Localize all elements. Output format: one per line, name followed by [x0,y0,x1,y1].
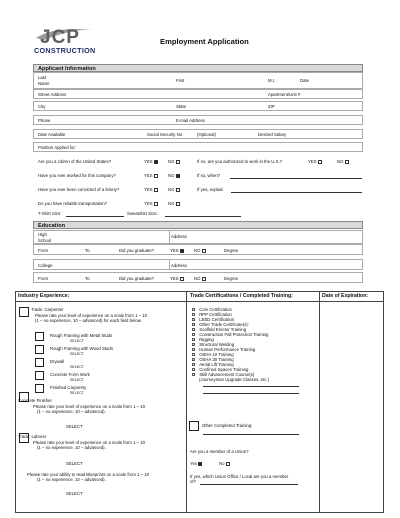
form-work-checkbox[interactable] [35,371,44,380]
cert-item[interactable]: Structural Welding [192,342,269,347]
explain-question: If yes, explain [197,187,224,192]
cert-list [192,307,269,382]
state-label: State [176,104,187,109]
college-dates-row [33,272,363,283]
applicant-section-header [33,64,363,72]
ssn-label: Social Security No. [147,132,184,137]
felony-question: Have you ever been convicted of a felony? [38,187,120,192]
laborer-rate-line2: (1 – no experience, 10 – advanced). [37,445,106,450]
checkbox-icon [154,174,158,178]
wood-studs-select[interactable]: SELECT [70,352,84,356]
other-training-line[interactable] [203,434,299,435]
metal-studs-label: Rough Framing with Metal Studs [50,333,113,338]
finished-carpentry-checkbox[interactable] [35,384,44,393]
cert-item[interactable]: RPP Certification [192,312,269,317]
availability-row [33,129,363,139]
drywall-select[interactable]: SELECT [70,365,84,369]
form-work-label: Concrete Form Work [50,372,90,377]
hs-dates-row [33,244,363,255]
position-label: Position Applied for: [38,145,76,150]
street-label: Street Address [38,92,67,97]
checkbox-icon [154,160,158,164]
company-logo [34,26,116,54]
citizen-no[interactable]: NO [168,159,180,164]
when-line[interactable] [230,178,362,179]
checkbox-icon [154,188,158,192]
transport-yes[interactable]: YES [144,201,158,206]
city-row [33,101,363,111]
ssn-optional-label: (Optional) [197,132,216,137]
laborer-rate-line1: Please rate your level of experience on a scale from 1 – 10 [33,440,146,445]
checkbox-icon [180,277,184,281]
checkbox-icon [198,462,202,466]
sweatshirt-line[interactable] [165,216,241,217]
metal-studs-checkbox[interactable] [35,332,44,341]
blueprints-rate-line1: Please rate your ability to read Blueprints on a scale from 1 – 10 [27,472,150,477]
hs-degree-label: Degree [224,248,239,253]
transport-no[interactable]: NO [168,201,180,206]
union-question: Are you a member of a Union? [190,449,249,454]
cert-item[interactable]: LEED Certification [192,317,269,322]
first-label: First [176,78,185,83]
hs-yes[interactable]: YES [170,248,184,253]
blueprints-rate-line2: (1 – no experience, 10 – advanced). [37,477,106,482]
laborer-label: Trade: Laborer [18,434,47,439]
expiration-heading: Date of Expiration: [322,293,369,299]
checkbox-icon [176,202,180,206]
date-available-label: Date Available [38,132,66,137]
logo-letters: JCP [40,27,80,48]
cert-item[interactable]: Other Trade Certificate(s): [192,322,269,327]
checkbox-icon [192,328,195,331]
highschool-row [33,230,363,244]
college-degree-label: Degree [224,276,239,281]
finished-carpentry-label: Finished Carpentry [50,385,87,390]
felony-no[interactable]: NO [168,187,180,192]
checkbox-icon [192,323,195,326]
when-question: If so, when? [197,173,221,178]
salary-label: Desired Salary [258,132,287,137]
checkbox-icon [192,318,195,321]
cert-item[interactable]: Construction Fall Protection Training [192,332,269,337]
authorized-yes[interactable]: YES [308,159,322,164]
checkbox-icon [192,338,195,341]
wood-studs-checkbox[interactable] [35,345,44,354]
worked-no[interactable]: NO [168,173,180,178]
high-label: High [38,232,47,237]
checkbox-icon [180,249,184,253]
concrete-rate-line2: (1 – no experience, 10 – advanced). [37,409,106,414]
concrete-label: Concrete Finisher [18,398,52,403]
union-which-line1: If yes, which Union Office / Local are you a member [190,474,289,479]
carpenter-label: Trade: Carpenter [31,307,64,312]
citizen-question: Are you a citizen of the United States? [38,159,112,164]
city-label: City [38,104,46,109]
felony-yes[interactable]: YES [144,187,158,192]
college-graduate-label: Did you graduate? [119,276,155,281]
carpenter-rate-line2: (1 – no experience, 10 – advanced) for each field below. [35,318,142,323]
date-label: Date [300,78,310,83]
zip-label: ZIP [268,104,275,109]
phone-label: Phone [38,118,51,123]
tshirt-label: T-Shirt Size: [38,211,62,216]
carpenter-rate-line1: Please rate your level of experience on a scale from 1 – 10 [35,313,148,318]
cert-item[interactable]: Coin Certification [192,307,269,312]
industry-heading: Industry Experience: [18,293,70,299]
street-row [33,89,363,99]
cert-item[interactable]: Confined Spaces Training [192,367,269,372]
other-training-checkbox[interactable] [189,421,199,431]
apt-label: Apartment/Unit # [268,92,301,97]
logo-word: CONSTRUCTION [34,46,96,55]
checkbox-icon [192,308,195,311]
cert-item[interactable]: OSHA 30 Training [192,357,269,362]
checkbox-icon [192,313,195,316]
hs-address-label: Address [171,234,187,239]
union-line[interactable] [200,484,298,485]
checkbox-icon [192,373,195,376]
college-label: College [38,263,53,268]
laborer-select[interactable]: SELECT [66,461,83,466]
drywall-checkbox[interactable] [35,358,44,367]
worked-question: Have you ever worked for this company? [38,173,116,178]
blueprints-select[interactable]: SELECT [66,491,83,496]
cert-item[interactable]: Human Performance Training [192,347,269,352]
checkbox-icon [226,462,230,466]
college-from-label: From [38,276,49,281]
checkbox-icon [192,353,195,356]
mi-label: M.I. [268,78,276,83]
checkbox-icon [202,277,206,281]
union-which-line2: of? [190,479,196,484]
metal-studs-select[interactable]: SELECT [70,339,84,343]
email-label: E-mail Address [176,118,205,123]
worked-yes[interactable]: YES [144,173,158,178]
applicant-heading: Applicant Information [38,66,96,72]
union-yes[interactable]: Yes [190,461,202,466]
checkbox-icon [176,174,180,178]
carpenter-checkbox[interactable] [19,307,29,317]
drywall-label: Drywall [50,359,65,364]
tshirt-line[interactable] [66,216,124,217]
union-no[interactable]: No [219,461,230,466]
explain-line[interactable] [231,192,362,193]
cert-item[interactable]: Rigging [192,337,269,342]
checkbox-icon [345,160,349,164]
checkbox-icon [176,160,180,164]
citizen-yes[interactable]: YES [144,159,158,164]
cert-item[interactable]: Skill Advancement Course(s) [192,372,269,377]
name-label: Name [38,81,50,86]
cert-item[interactable]: Aerial Lift Training [192,362,269,367]
name-row [33,72,363,89]
last-label: Last [38,75,47,80]
checkbox-icon [192,358,195,361]
checkbox-icon [192,363,195,366]
page-title: Employment Application [160,37,249,46]
other-training-label: Other Completed Training: [202,423,253,428]
checkbox-icon [192,368,195,371]
cert-item[interactable]: OSHA 10 Training [192,352,269,357]
education-heading: Education [38,223,66,229]
college-row [33,259,363,270]
checkbox-icon [154,202,158,206]
education-section-header [33,221,363,229]
wood-studs-label: Rough Framing with Wood Studs [50,346,113,351]
checkbox-icon [192,333,195,336]
authorized-question: If no, are you authorized to work in the U.S.? [197,159,283,164]
hs-no[interactable]: NO [194,248,206,253]
skill-line-1[interactable] [203,386,299,387]
concrete-rate-line1: Please rate your level of experience on a scale from 1 – 10 [33,404,146,409]
school-label: School [38,238,52,243]
checkbox-icon [192,348,195,351]
certs-heading: Trade Certifications / Completed Training: [190,293,293,299]
checkbox-icon [192,343,195,346]
cert-item-note: (Journeyman Upgrade Classes, etc.) [199,377,269,382]
transport-question: Do you have reliable transportation? [38,201,108,206]
hs-from-label: From [38,248,49,253]
cert-item[interactable]: Scaffold Erector Training [192,327,269,332]
checkbox-icon [176,188,180,192]
college-no[interactable]: NO [194,276,206,281]
college-address-label: Address [171,263,187,268]
college-yes[interactable]: YES [170,276,184,281]
hs-graduate-label: Did you graduate? [119,248,155,253]
finished-carpentry-select[interactable]: SELECT [70,391,84,395]
phone-row [33,115,363,125]
form-work-select[interactable]: SELECT [70,378,84,382]
authorized-no[interactable]: NO [337,159,349,164]
concrete-select[interactable]: SELECT [66,424,83,429]
checkbox-icon [202,249,206,253]
checkbox-icon [318,160,322,164]
hs-to-label: To [85,248,90,253]
college-to-label: To [85,276,90,281]
skill-line-2[interactable] [203,393,299,394]
position-row [33,142,363,152]
sweatshirt-label: Sweatshirt Size: [127,211,158,216]
